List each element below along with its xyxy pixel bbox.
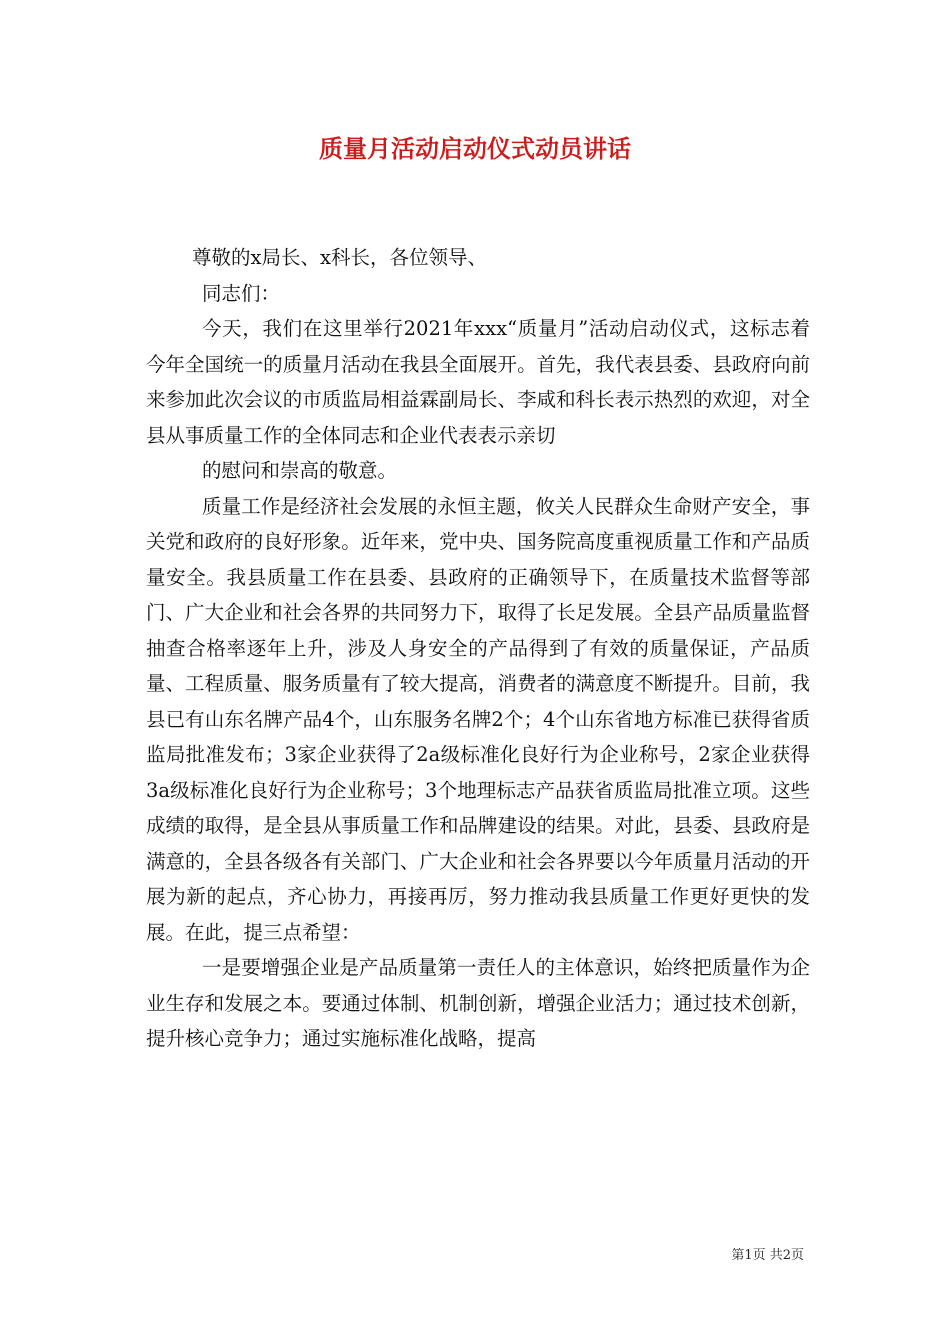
document-title: 质量月活动启动仪式动员讲话 [319, 134, 631, 163]
salutation: 尊敬的x局长、x科长，各位领导、 [192, 246, 487, 269]
paragraph-quality-work: 质量工作是经济社会发展的永恒主题，攸关人民群众生命财产安全，事关党和政府的良好形象。近年来，党中央、国务院高度重视质量工作和产品质量安全。我县质量工作在县委、县政府的正确领导下，在质量技术监督等部门、广大企业和社会各界的共同努力下，取得了长足发展。全县产品质量监督抽查合格率逐年上升，涉及人身安全的产品得到了有效的质量保证，产品质量、工程质量、服务质量有了较大提高，消费者的满意度不断提升。目前，我县已有山东名牌产品4个，山东服务名牌2个；4个山东省地方标准已获得省质监局批准发布；3家企业获得了2a级标准化良好行为企业称号，2家企业获得3a级标准化良好行为企业称号；3个地理标志产品获省质监局批准立项。这些成绩的取得，是全县从事质量工作和品牌建设的结果。对此，县委、县政府是满意的，全县各级各有关部门、广大企业和社会各界要以今年质量月活动的开展为新的起点，齐心协力，再接再厉，努力推动我县质量工作更好更快的发展。在此，提三点希望： [146, 494, 810, 944]
salutation-second-line: 同志们： [202, 281, 281, 305]
paragraph-opening: 今天，我们在这里举行2021年xxx“质量月”活动启动仪式，这标志着今年全国统一的质量月活动在我县全面展开。首先，我代表县委、县政府向前来参加此次会议的市质监局相益霖副局长、李咸和科长表示热烈的欢迎，对全县从事质量工作的全体同志和企业代表表示亲切 [146, 317, 810, 447]
document-body [146, 240, 810, 1057]
paragraph-continuation: 的慰问和崇高的敬意。 [202, 459, 398, 482]
page-number-footer: 第1页 共2页 [731, 1248, 804, 1263]
paragraph-first-hope: 一是要增强企业是产品质量第一责任人的主体意识，始终把质量作为企业生存和发展之本。要通过体制、机制创新，增强企业活力；通过技术创新，提升核心竞争力；通过实施标准化战略，提高 [146, 956, 810, 1050]
